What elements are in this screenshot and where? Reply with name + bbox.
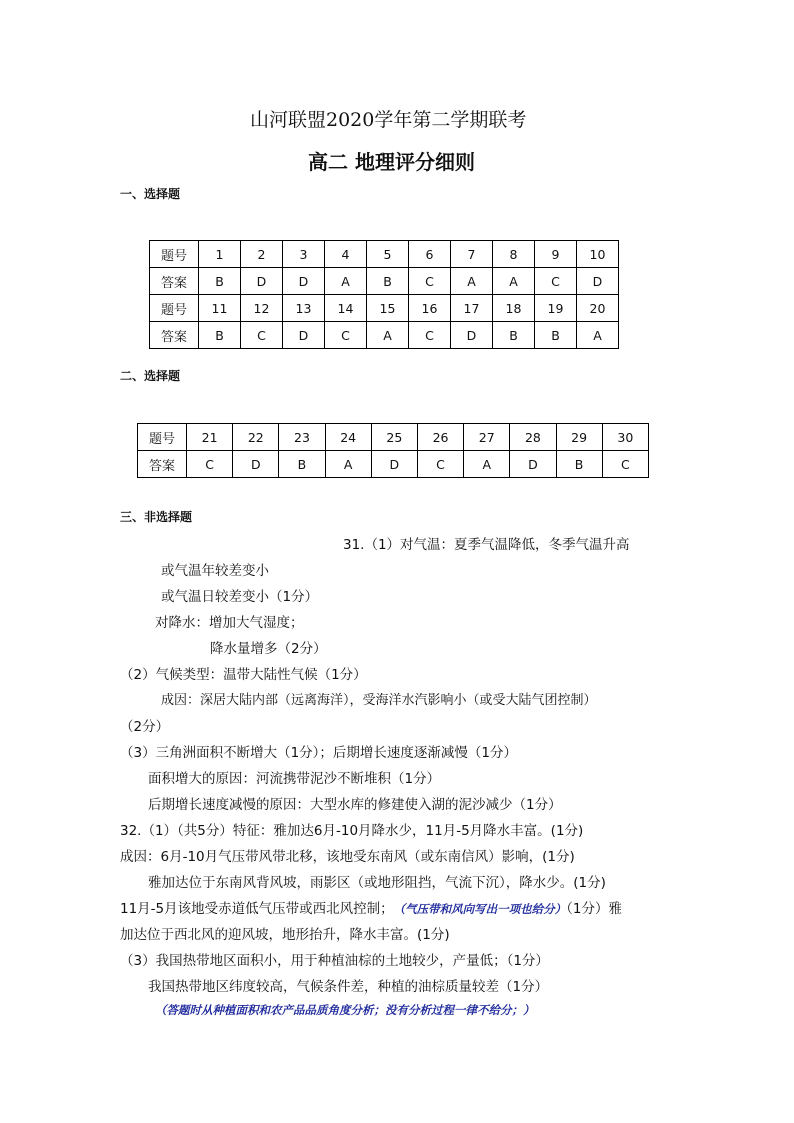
table-row-label: 答案 xyxy=(150,268,199,295)
table-cell: D xyxy=(510,451,556,478)
table-cell: 25 xyxy=(371,424,417,451)
table-cell: B xyxy=(367,268,409,295)
table-cell: 16 xyxy=(409,295,451,322)
table-cell: A xyxy=(325,451,371,478)
answer-line: 面积增大的原因：河流携带泥沙不断堆积（1分） xyxy=(148,771,441,787)
section3-heading: 三、非选择题 xyxy=(120,510,193,524)
answer-line: 雅加达位于东南风背风坡，雨影区（或地形阻挡，气流下沉），降水少。(1分) xyxy=(148,875,606,891)
table-cell: A xyxy=(464,451,510,478)
table-cell: B xyxy=(556,451,602,478)
table-cell: D xyxy=(451,322,493,349)
table-cell: D xyxy=(241,268,283,295)
scoring-note: （答题时从种植面积和农产品品质角度分析；没有分析过程一律不给分；） xyxy=(155,1003,535,1017)
table-cell: A xyxy=(493,268,535,295)
answer-line: 成因：6月-10月气压带风带北移，该地受东南风（或东南信风）影响，(1分) xyxy=(120,849,575,865)
table-cell: 28 xyxy=(510,424,556,451)
answer-line: 加达位于西北风的迎风坡，地形抬升，降水丰富。(1分) xyxy=(120,927,450,943)
answer-line-text: （1分）雅 xyxy=(566,901,622,917)
table-cell: 29 xyxy=(556,424,602,451)
table-cell: B xyxy=(493,322,535,349)
table-cell: 22 xyxy=(233,424,279,451)
table-cell: A xyxy=(367,322,409,349)
answer-table-2 xyxy=(137,423,649,478)
table-cell: A xyxy=(577,322,619,349)
table-cell: 23 xyxy=(279,424,325,451)
table-cell: 12 xyxy=(241,295,283,322)
answer-line: 降水量增多（2分） xyxy=(210,641,327,657)
page-title: 山河联盟2020学年第二学期联考 xyxy=(250,109,527,131)
answer-line: 成因：深居大陆内部（远离海洋），受海洋水汽影响小（或受大陆气团控制） xyxy=(161,693,597,708)
table-cell: 5 xyxy=(367,241,409,268)
table-cell: C xyxy=(241,322,283,349)
table-cell: C xyxy=(602,451,648,478)
table-cell: 24 xyxy=(325,424,371,451)
table-cell: C xyxy=(409,322,451,349)
table-cell: 14 xyxy=(325,295,367,322)
table-cell: 20 xyxy=(577,295,619,322)
table-cell: D xyxy=(371,451,417,478)
table-cell: A xyxy=(451,268,493,295)
table-row xyxy=(138,451,649,478)
answer-table-1 xyxy=(149,240,619,349)
table-cell: D xyxy=(577,268,619,295)
answer-line: 后期增长速度减慢的原因：大型水库的修建使入湖的泥沙减少（1分） xyxy=(148,797,562,813)
table-cell: 6 xyxy=(409,241,451,268)
table-cell: 9 xyxy=(535,241,577,268)
table-cell: 3 xyxy=(283,241,325,268)
answer-line: （3）我国热带地区面积小，用于种植油棕的土地较少，产量低；（1分） xyxy=(120,953,549,969)
table-cell: 26 xyxy=(417,424,463,451)
table-cell: C xyxy=(187,451,233,478)
table-row-label: 答案 xyxy=(150,322,199,349)
table-cell: D xyxy=(283,268,325,295)
table-row xyxy=(138,424,649,451)
table-cell: 8 xyxy=(493,241,535,268)
table-cell: B xyxy=(535,322,577,349)
table-cell: 10 xyxy=(577,241,619,268)
table-row-label: 答案 xyxy=(138,451,187,478)
table-cell: C xyxy=(535,268,577,295)
table-cell: 7 xyxy=(451,241,493,268)
scoring-note: （气压带和风向写出一项也给分） xyxy=(393,902,567,916)
table-cell: 30 xyxy=(602,424,648,451)
section2-heading: 二、选择题 xyxy=(120,369,181,383)
answer-line: （3）三角洲面积不断增大（1分）；后期增长速度逐渐减慢（1分） xyxy=(120,745,518,761)
table-row-label: 题号 xyxy=(138,424,187,451)
table-row xyxy=(150,295,619,322)
table-cell: B xyxy=(279,451,325,478)
table-cell: 13 xyxy=(283,295,325,322)
table-cell: 27 xyxy=(464,424,510,451)
table-cell: C xyxy=(409,268,451,295)
table-cell: 18 xyxy=(493,295,535,322)
table-cell: 1 xyxy=(199,241,241,268)
table-cell: 4 xyxy=(325,241,367,268)
table-cell: 2 xyxy=(241,241,283,268)
table-cell: C xyxy=(417,451,463,478)
answer-line-text: 11月-5月该地受赤道低气压带或西北风控制； xyxy=(120,901,394,917)
answer-line: 31.（1）对气温：夏季气温降低，冬季气温升高 xyxy=(343,537,630,553)
table-cell: D xyxy=(283,322,325,349)
answer-line: 对降水：增加大气湿度； xyxy=(155,615,304,631)
table-cell: B xyxy=(199,268,241,295)
table-cell: 11 xyxy=(199,295,241,322)
answer-line: （2）气候类型：温带大陆性气候（1分） xyxy=(120,667,367,683)
table-cell: B xyxy=(199,322,241,349)
table-cell: 21 xyxy=(187,424,233,451)
answer-line xyxy=(120,897,622,917)
table-cell: D xyxy=(233,451,279,478)
answer-line: 或气温日较差变小（1分） xyxy=(161,589,319,605)
table-cell: 19 xyxy=(535,295,577,322)
table-cell: 17 xyxy=(451,295,493,322)
table-cell: 15 xyxy=(367,295,409,322)
answer-line: 我国热带地区纬度较高，气候条件差，种植的油棕质量较差（1分） xyxy=(148,979,549,995)
section1-heading: 一、选择题 xyxy=(120,187,181,201)
table-row xyxy=(150,322,619,349)
table-row-label: 题号 xyxy=(150,295,199,322)
table-cell: A xyxy=(325,268,367,295)
answer-line: 32.（1）（共5分）特征：雅加达6月-10月降水少，11月-5月降水丰富。(1分) xyxy=(120,823,584,839)
table-row xyxy=(150,241,619,268)
answer-line: 或气温年较差变小 xyxy=(161,563,269,579)
page-subtitle: 高二 地理评分细则 xyxy=(308,150,475,174)
table-cell: C xyxy=(325,322,367,349)
table-row-label: 题号 xyxy=(150,241,199,268)
table-row xyxy=(150,268,619,295)
answer-line: （2分） xyxy=(120,719,170,735)
